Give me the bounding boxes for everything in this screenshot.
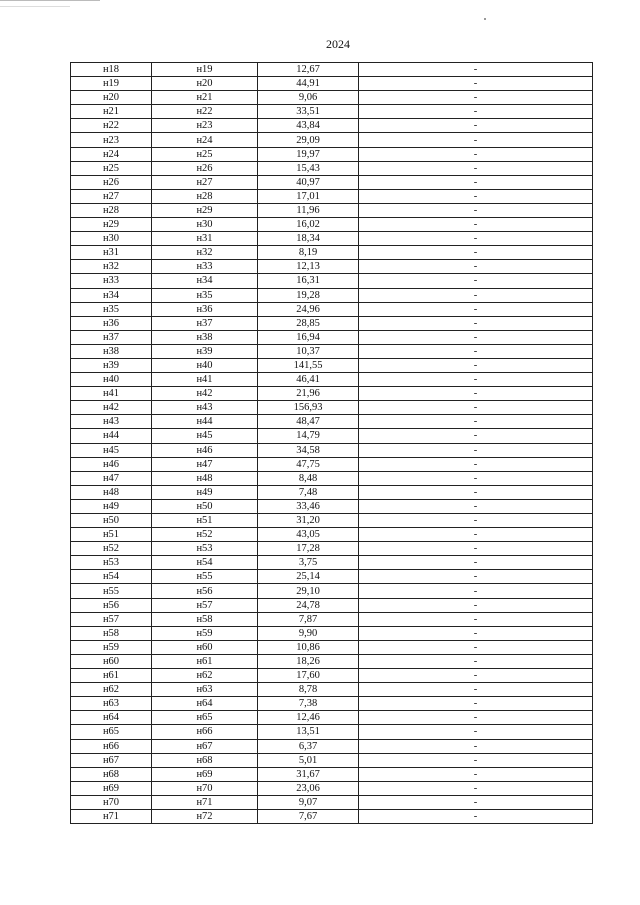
table-row: [71, 189, 593, 203]
table-body: [71, 63, 593, 824]
table-row: [71, 429, 593, 443]
point-from-cell: н64: [71, 711, 152, 725]
note-cell: -: [359, 528, 593, 542]
point-to-cell: н54: [152, 556, 258, 570]
note-cell: -: [359, 330, 593, 344]
distance-cell: 8,78: [258, 683, 359, 697]
point-from-cell: н66: [71, 739, 152, 753]
point-to-cell: н58: [152, 612, 258, 626]
note-cell: -: [359, 598, 593, 612]
distance-cell: 9,90: [258, 626, 359, 640]
note-cell: -: [359, 809, 593, 823]
note-cell: -: [359, 232, 593, 246]
point-to-cell: н42: [152, 387, 258, 401]
distance-cell: 17,60: [258, 669, 359, 683]
point-to-cell: н43: [152, 401, 258, 415]
point-from-cell: н34: [71, 288, 152, 302]
point-to-cell: н20: [152, 77, 258, 91]
point-from-cell: н51: [71, 528, 152, 542]
table-row: [71, 485, 593, 499]
distance-cell: 14,79: [258, 429, 359, 443]
note-cell: -: [359, 542, 593, 556]
point-from-cell: н69: [71, 781, 152, 795]
table-row: [71, 161, 593, 175]
distance-cell: 48,47: [258, 415, 359, 429]
distance-cell: 33,51: [258, 105, 359, 119]
note-cell: -: [359, 77, 593, 91]
point-to-cell: н44: [152, 415, 258, 429]
table-row: [71, 570, 593, 584]
distance-cell: 43,84: [258, 119, 359, 133]
note-cell: -: [359, 133, 593, 147]
note-cell: -: [359, 175, 593, 189]
table-row: [71, 175, 593, 189]
point-from-cell: н54: [71, 570, 152, 584]
point-to-cell: н59: [152, 626, 258, 640]
table-row: [71, 91, 593, 105]
point-to-cell: н72: [152, 809, 258, 823]
distance-cell: 7,87: [258, 612, 359, 626]
point-to-cell: н24: [152, 133, 258, 147]
table-row: [71, 725, 593, 739]
note-cell: -: [359, 316, 593, 330]
point-from-cell: н35: [71, 302, 152, 316]
point-to-cell: н68: [152, 753, 258, 767]
distance-cell: 28,85: [258, 316, 359, 330]
note-cell: -: [359, 612, 593, 626]
point-from-cell: н27: [71, 189, 152, 203]
note-cell: -: [359, 457, 593, 471]
distance-cell: 16,94: [258, 330, 359, 344]
note-cell: -: [359, 274, 593, 288]
point-from-cell: н32: [71, 260, 152, 274]
point-from-cell: н56: [71, 598, 152, 612]
point-to-cell: н55: [152, 570, 258, 584]
point-to-cell: н45: [152, 429, 258, 443]
distance-cell: 7,48: [258, 485, 359, 499]
note-cell: -: [359, 443, 593, 457]
table-row: [71, 626, 593, 640]
point-to-cell: н46: [152, 443, 258, 457]
point-from-cell: н18: [71, 63, 152, 77]
table-row: [71, 302, 593, 316]
point-to-cell: н38: [152, 330, 258, 344]
point-to-cell: н47: [152, 457, 258, 471]
point-from-cell: н42: [71, 401, 152, 415]
point-from-cell: н70: [71, 795, 152, 809]
table-row: [71, 499, 593, 513]
note-cell: -: [359, 401, 593, 415]
distance-cell: 11,96: [258, 203, 359, 217]
point-from-cell: н62: [71, 683, 152, 697]
note-cell: -: [359, 584, 593, 598]
point-to-cell: н34: [152, 274, 258, 288]
point-to-cell: н29: [152, 203, 258, 217]
note-cell: -: [359, 556, 593, 570]
note-cell: -: [359, 288, 593, 302]
note-cell: -: [359, 358, 593, 372]
point-to-cell: н49: [152, 485, 258, 499]
point-from-cell: н50: [71, 514, 152, 528]
point-from-cell: н58: [71, 626, 152, 640]
point-from-cell: н46: [71, 457, 152, 471]
point-to-cell: н67: [152, 739, 258, 753]
point-from-cell: н49: [71, 499, 152, 513]
point-from-cell: н60: [71, 654, 152, 668]
note-cell: -: [359, 91, 593, 105]
point-from-cell: н19: [71, 77, 152, 91]
note-cell: -: [359, 669, 593, 683]
distance-cell: 8,19: [258, 246, 359, 260]
distance-cell: 7,67: [258, 809, 359, 823]
point-to-cell: н28: [152, 189, 258, 203]
point-to-cell: н40: [152, 358, 258, 372]
table-row: [71, 598, 593, 612]
point-to-cell: н31: [152, 232, 258, 246]
point-from-cell: н63: [71, 697, 152, 711]
point-from-cell: н44: [71, 429, 152, 443]
note-cell: -: [359, 725, 593, 739]
note-cell: -: [359, 697, 593, 711]
table-row: [71, 358, 593, 372]
distance-cell: 31,20: [258, 514, 359, 528]
distance-cell: 10,86: [258, 640, 359, 654]
point-from-cell: н45: [71, 443, 152, 457]
table-row: [71, 77, 593, 91]
point-from-cell: н47: [71, 471, 152, 485]
table-row: [71, 119, 593, 133]
table-row: [71, 344, 593, 358]
table-row: [71, 274, 593, 288]
boundary-points-table: [70, 62, 593, 824]
table-row: [71, 528, 593, 542]
table-row: [71, 203, 593, 217]
table-row: [71, 584, 593, 598]
distance-cell: 23,06: [258, 781, 359, 795]
distance-cell: 12,46: [258, 711, 359, 725]
table-row: [71, 133, 593, 147]
point-from-cell: н53: [71, 556, 152, 570]
distance-cell: 12,67: [258, 63, 359, 77]
table-row: [71, 232, 593, 246]
point-to-cell: н66: [152, 725, 258, 739]
note-cell: -: [359, 119, 593, 133]
point-to-cell: н52: [152, 528, 258, 542]
table-row: [71, 654, 593, 668]
note-cell: -: [359, 246, 593, 260]
point-from-cell: н59: [71, 640, 152, 654]
distance-cell: 18,26: [258, 654, 359, 668]
table-row: [71, 105, 593, 119]
point-from-cell: н30: [71, 232, 152, 246]
note-cell: -: [359, 683, 593, 697]
point-from-cell: н37: [71, 330, 152, 344]
table-row: [71, 612, 593, 626]
distance-cell: 17,28: [258, 542, 359, 556]
distance-cell: 19,97: [258, 147, 359, 161]
note-cell: -: [359, 781, 593, 795]
distance-cell: 9,06: [258, 91, 359, 105]
point-from-cell: н21: [71, 105, 152, 119]
point-to-cell: н48: [152, 471, 258, 485]
note-cell: -: [359, 105, 593, 119]
note-cell: -: [359, 161, 593, 175]
distance-cell: 12,13: [258, 260, 359, 274]
table-row: [71, 147, 593, 161]
point-from-cell: н20: [71, 91, 152, 105]
table-row: [71, 316, 593, 330]
point-from-cell: н41: [71, 387, 152, 401]
point-to-cell: н63: [152, 683, 258, 697]
point-from-cell: н36: [71, 316, 152, 330]
note-cell: -: [359, 189, 593, 203]
table-row: [71, 514, 593, 528]
note-cell: -: [359, 570, 593, 584]
point-to-cell: н35: [152, 288, 258, 302]
distance-cell: 156,93: [258, 401, 359, 415]
point-to-cell: н30: [152, 218, 258, 232]
note-cell: -: [359, 753, 593, 767]
point-from-cell: н43: [71, 415, 152, 429]
distance-cell: 40,97: [258, 175, 359, 189]
table-row: [71, 288, 593, 302]
table-row: [71, 711, 593, 725]
note-cell: -: [359, 739, 593, 753]
point-to-cell: н56: [152, 584, 258, 598]
distance-cell: 5,01: [258, 753, 359, 767]
point-to-cell: н51: [152, 514, 258, 528]
scan-artifact-dot: [484, 18, 486, 20]
distance-cell: 44,91: [258, 77, 359, 91]
table-row: [71, 767, 593, 781]
point-to-cell: н69: [152, 767, 258, 781]
point-from-cell: н23: [71, 133, 152, 147]
distance-cell: 43,05: [258, 528, 359, 542]
table-row: [71, 63, 593, 77]
note-cell: -: [359, 218, 593, 232]
distance-cell: 13,51: [258, 725, 359, 739]
distance-cell: 8,48: [258, 471, 359, 485]
distance-cell: 46,41: [258, 373, 359, 387]
point-to-cell: н65: [152, 711, 258, 725]
distance-cell: 9,07: [258, 795, 359, 809]
page-number: 2024: [326, 37, 350, 51]
point-to-cell: н25: [152, 147, 258, 161]
point-to-cell: н70: [152, 781, 258, 795]
table-row: [71, 471, 593, 485]
point-from-cell: н65: [71, 725, 152, 739]
distance-cell: 29,10: [258, 584, 359, 598]
note-cell: -: [359, 711, 593, 725]
point-from-cell: н25: [71, 161, 152, 175]
point-from-cell: н40: [71, 373, 152, 387]
point-to-cell: н53: [152, 542, 258, 556]
point-from-cell: н38: [71, 344, 152, 358]
note-cell: -: [359, 387, 593, 401]
point-to-cell: н37: [152, 316, 258, 330]
point-from-cell: н29: [71, 218, 152, 232]
point-to-cell: н60: [152, 640, 258, 654]
point-to-cell: н26: [152, 161, 258, 175]
table-row: [71, 640, 593, 654]
point-from-cell: н55: [71, 584, 152, 598]
note-cell: -: [359, 514, 593, 528]
point-to-cell: н41: [152, 373, 258, 387]
point-from-cell: н24: [71, 147, 152, 161]
distance-cell: 16,02: [258, 218, 359, 232]
table-row: [71, 218, 593, 232]
point-from-cell: н48: [71, 485, 152, 499]
note-cell: -: [359, 767, 593, 781]
point-to-cell: н33: [152, 260, 258, 274]
table-row: [71, 401, 593, 415]
point-from-cell: н67: [71, 753, 152, 767]
point-to-cell: н71: [152, 795, 258, 809]
point-to-cell: н21: [152, 91, 258, 105]
point-to-cell: н61: [152, 654, 258, 668]
distance-cell: 19,28: [258, 288, 359, 302]
distance-cell: 6,37: [258, 739, 359, 753]
point-to-cell: н23: [152, 119, 258, 133]
table-row: [71, 683, 593, 697]
note-cell: -: [359, 302, 593, 316]
point-to-cell: н57: [152, 598, 258, 612]
distance-cell: 17,01: [258, 189, 359, 203]
point-from-cell: н61: [71, 669, 152, 683]
distance-cell: 47,75: [258, 457, 359, 471]
note-cell: -: [359, 429, 593, 443]
table-row: [71, 795, 593, 809]
point-from-cell: н22: [71, 119, 152, 133]
table-row: [71, 260, 593, 274]
point-from-cell: н26: [71, 175, 152, 189]
point-to-cell: н19: [152, 63, 258, 77]
table-row: [71, 669, 593, 683]
distance-cell: 25,14: [258, 570, 359, 584]
note-cell: -: [359, 795, 593, 809]
point-from-cell: н52: [71, 542, 152, 556]
note-cell: -: [359, 344, 593, 358]
table-row: [71, 753, 593, 767]
point-to-cell: н39: [152, 344, 258, 358]
distance-cell: 31,67: [258, 767, 359, 781]
table-row: [71, 739, 593, 753]
note-cell: -: [359, 415, 593, 429]
point-to-cell: н62: [152, 669, 258, 683]
table-row: [71, 556, 593, 570]
point-to-cell: н50: [152, 499, 258, 513]
table-row: [71, 457, 593, 471]
point-from-cell: н31: [71, 246, 152, 260]
table-row: [71, 443, 593, 457]
note-cell: -: [359, 640, 593, 654]
note-cell: -: [359, 499, 593, 513]
table-row: [71, 415, 593, 429]
distance-cell: 16,31: [258, 274, 359, 288]
note-cell: -: [359, 147, 593, 161]
distance-cell: 33,46: [258, 499, 359, 513]
note-cell: -: [359, 485, 593, 499]
point-from-cell: н71: [71, 809, 152, 823]
note-cell: -: [359, 654, 593, 668]
distance-cell: 21,96: [258, 387, 359, 401]
distance-cell: 3,75: [258, 556, 359, 570]
table-row: [71, 542, 593, 556]
point-to-cell: н22: [152, 105, 258, 119]
table-row: [71, 387, 593, 401]
point-from-cell: н39: [71, 358, 152, 372]
table-row: [71, 697, 593, 711]
point-from-cell: н57: [71, 612, 152, 626]
note-cell: -: [359, 203, 593, 217]
distance-cell: 141,55: [258, 358, 359, 372]
note-cell: -: [359, 63, 593, 77]
point-to-cell: н32: [152, 246, 258, 260]
distance-cell: 15,43: [258, 161, 359, 175]
table-row: [71, 330, 593, 344]
note-cell: -: [359, 260, 593, 274]
scan-artifact-line: [0, 6, 70, 7]
point-to-cell: н64: [152, 697, 258, 711]
point-from-cell: н33: [71, 274, 152, 288]
table-row: [71, 373, 593, 387]
distance-cell: 18,34: [258, 232, 359, 246]
distance-cell: 24,78: [258, 598, 359, 612]
table-row: [71, 781, 593, 795]
distance-cell: 24,96: [258, 302, 359, 316]
note-cell: -: [359, 471, 593, 485]
table-row: [71, 809, 593, 823]
point-from-cell: н68: [71, 767, 152, 781]
note-cell: -: [359, 373, 593, 387]
scan-artifact-line: [0, 0, 100, 1]
distance-cell: 29,09: [258, 133, 359, 147]
table-row: [71, 246, 593, 260]
note-cell: -: [359, 626, 593, 640]
distance-cell: 34,58: [258, 443, 359, 457]
distance-cell: 7,38: [258, 697, 359, 711]
point-to-cell: н36: [152, 302, 258, 316]
point-to-cell: н27: [152, 175, 258, 189]
distance-cell: 10,37: [258, 344, 359, 358]
point-from-cell: н28: [71, 203, 152, 217]
